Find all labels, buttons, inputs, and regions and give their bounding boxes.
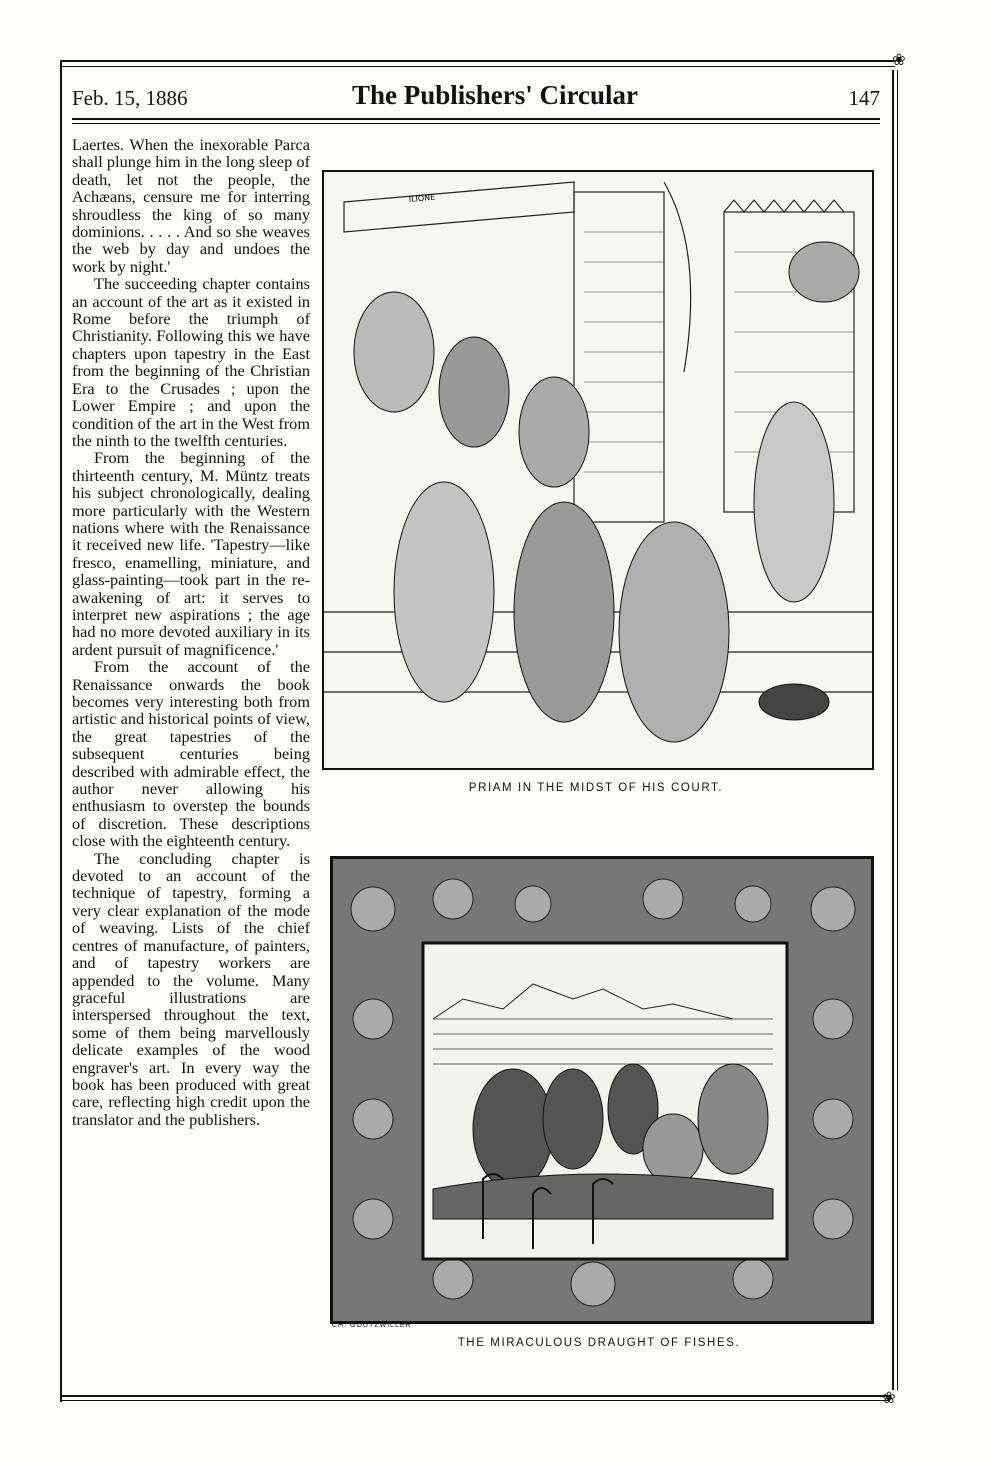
header-rule (72, 118, 880, 120)
right-border-rule (892, 70, 894, 1390)
page-number: 147 (848, 86, 880, 110)
caption-priam: PRIAM IN THE MIDST OF HIS COURT. (468, 782, 724, 794)
top-border-rule-inner (60, 66, 895, 67)
article-body (72, 136, 310, 1128)
paragraph: From the account of the Renaissance onwards the book becomes very interesting both from artistic and historical points of view, the great tapestries of the subsequent centuries being described with admirable effect, the author never allowing his enthusiasm to overstep the bounds of discretion. These descriptions close with the eighteenth century. (72, 657, 310, 851)
engraver-signature: CH. GOUTZWILLER (332, 1322, 412, 1329)
bottom-border-rule-inner (60, 1400, 890, 1401)
header-title: The Publishers' Circular (351, 80, 639, 110)
header-rule-thin (72, 123, 880, 124)
paragraph: The succeeding chapter contains an account of the art as it existed in Rome before the triumph of Christianity. Following this we have chapters upon tapestry in the East from the beginning of the Christian Era to the Crusades ; upon the Lower Empire ; and upon the condition of the art in the West from the ninth to the twelfth centuries. (72, 274, 310, 450)
illustration-miraculous-draught (330, 856, 874, 1324)
flower-ornament-icon: ❀ (892, 52, 906, 69)
paragraph: From the beginning of the thirteenth century, M. Müntz treats his subject chronologically, dealing more particularly with the Western nations where with the Renaissance it received new life. 'Tapestry—like fresco, enamelling, miniature, and glass-painting—took part in the re-awakening of art: it serves to interpret new aspirations ; the age had no more devoted auxiliary in its ardent pursuit of magnificence.' (72, 448, 310, 659)
right-border-rule-inner (897, 70, 898, 1390)
draught-engraving (333, 859, 871, 1321)
paragraph: The concluding chapter is devoted to an account of the technique of tapestry, forming a very clear explanation of the mode of weaving. Lists of the chief centres of manufacture, of painters, and of tapestry workers are appended to the volume. Many graceful illustrations are interspersed throughout the text, some of them being marvellously delicate examples of the wood engraver's art. In every way the book has been produced with great care, reflecting high credit upon the translator and the publishers. (72, 848, 310, 1129)
priam-engraving (324, 172, 872, 768)
left-border-rule (60, 62, 62, 1402)
top-border-rule (60, 60, 895, 62)
illustration-priam (322, 170, 874, 770)
paragraph: Laertes. When the inexorable Parca shall plunge him in the long sleep of death, let not the people, the Achæans, censure me for interring shroudless the king of so many dominions. . . . . And so she weaves the web by day and undoes the work by night.' (72, 135, 310, 276)
priam-inscription: ILIONE (408, 192, 436, 204)
bottom-border-rule (60, 1395, 890, 1397)
caption-miraculous-draught: THE MIRACULOUS DRAUGHT OF FISHES. (457, 1337, 741, 1349)
header-date: Feb. 15, 1886 (72, 86, 188, 110)
flower-ornament-icon: ❀ (882, 1390, 896, 1407)
